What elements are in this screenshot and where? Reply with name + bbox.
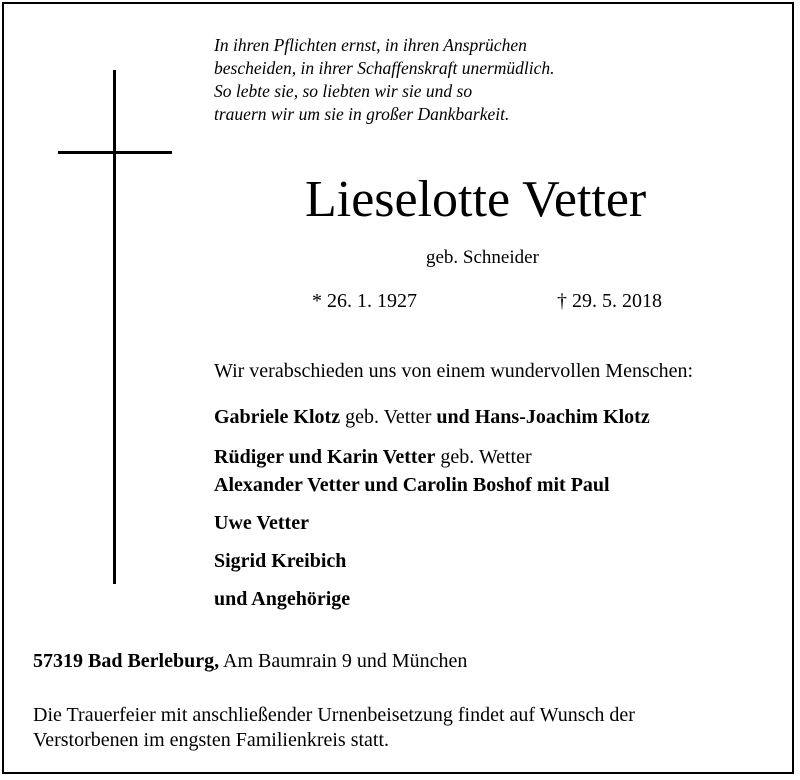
address bbox=[33, 650, 467, 673]
memorial-quote bbox=[214, 34, 555, 126]
mourner-line: Sigrid Kreibich bbox=[214, 550, 347, 572]
quote-line: So lebte sie, so liebten wir sie und so bbox=[214, 81, 473, 101]
quote-line: In ihren Pflichten ernst, in ihren Ansprüchen bbox=[214, 35, 527, 55]
mourner-line bbox=[214, 406, 650, 429]
mourner-line bbox=[214, 446, 532, 469]
mourner-maiden: geb. Vetter bbox=[340, 406, 437, 428]
note-line: Verstorbenen im engsten Familienkreis statt. bbox=[33, 729, 390, 751]
death-date: † 29. 5. 2018 bbox=[557, 290, 662, 312]
quote-line: bescheiden, in ihrer Schaffenskraft unermüdlich. bbox=[214, 58, 555, 78]
quote-line: trauern wir um sie in großer Dankbarkeit. bbox=[214, 104, 510, 124]
mourner-name: Gabriele Klotz bbox=[214, 406, 341, 428]
cross-icon-vertical bbox=[113, 70, 116, 584]
note-line: Die Trauerfeier mit anschließender Urnenbeisetzung findet auf Wunsch der bbox=[33, 704, 635, 726]
mourner-name: und Hans-Joachim Klotz bbox=[436, 406, 650, 428]
mourner-maiden: geb. Wetter bbox=[435, 446, 532, 468]
mourner-line: Alexander Vetter und Carolin Boshof mit Paul bbox=[214, 474, 610, 496]
deceased-name: Lieselotte Vetter bbox=[305, 171, 647, 228]
farewell-intro: Wir verabschieden uns von einem wundervollen Menschen: bbox=[214, 360, 694, 382]
address-city: 57319 Bad Berleburg, bbox=[33, 650, 220, 672]
mourner-line: und Angehörige bbox=[214, 588, 351, 610]
address-street: Am Baumrain 9 und München bbox=[219, 650, 468, 672]
funeral-note bbox=[33, 703, 635, 753]
maiden-name: geb. Schneider bbox=[426, 247, 539, 268]
mourner-line: Uwe Vetter bbox=[214, 512, 309, 534]
birth-date: * 26. 1. 1927 bbox=[312, 290, 417, 312]
cross-icon-horizontal bbox=[58, 151, 172, 154]
mourner-name: Rüdiger und Karin Vetter bbox=[214, 446, 436, 468]
